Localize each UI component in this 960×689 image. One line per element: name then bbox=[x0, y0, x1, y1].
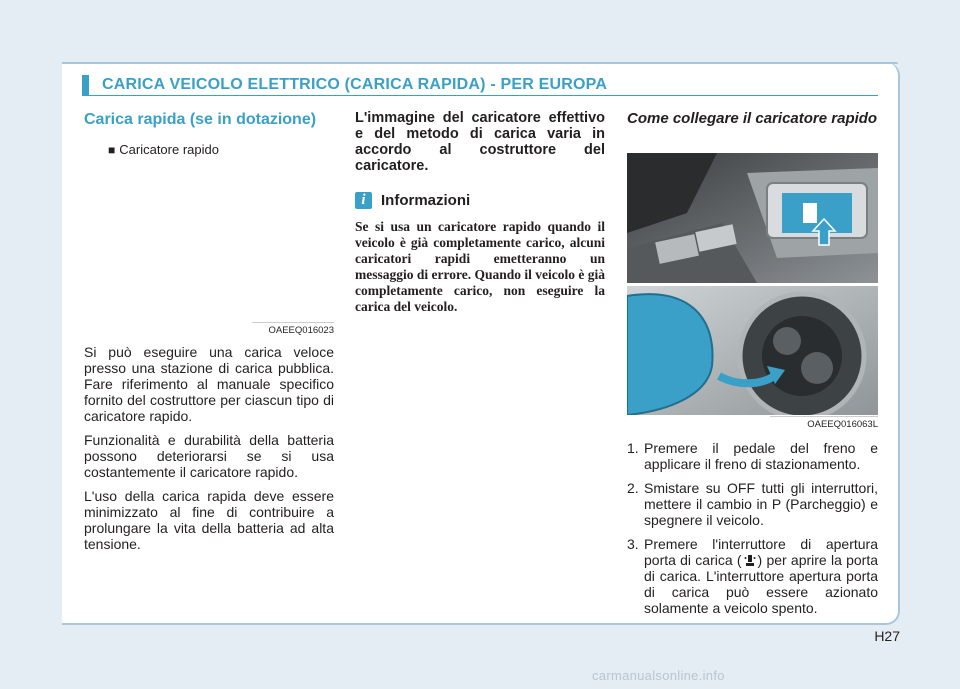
paragraph: L'uso della carica rapida deve essere minimizzato al fine di contribuire a prolungare la vita della batteria ad alta tensione. bbox=[84, 488, 334, 552]
charge-port-switch-icon bbox=[744, 554, 756, 567]
watermark: carmanualsonline.info bbox=[592, 668, 725, 683]
step-item bbox=[627, 480, 878, 528]
step-text-before: Premere l'interruttore di apertura porta di carica ( bbox=[644, 536, 878, 568]
column-left bbox=[84, 110, 334, 158]
section-title: CARICA VEICOLO ELETTRICO (CARICA RAPIDA) - PER EUROPA bbox=[102, 76, 608, 93]
page-number: H27 bbox=[874, 628, 900, 644]
bullet-label: Caricatore rapido bbox=[119, 142, 219, 157]
info-text: Se si usa un caricatore rapido quando il veicolo è già completamente carico, alcuni caricatori rapidi emetteranno un messaggio di errore. Quando il veicolo è già completamente carico, non eseguire la carica del veicolo. bbox=[355, 219, 605, 314]
top-rule bbox=[62, 62, 898, 64]
section-bar bbox=[82, 75, 89, 95]
column-left-body bbox=[84, 344, 334, 560]
step-text: Premere il pedale del freno e applicare il freno di stazionamento. bbox=[644, 440, 878, 472]
subheading-how-to-connect: Come collegare il caricatore rapido bbox=[627, 110, 878, 127]
step-number: 1. bbox=[627, 440, 639, 456]
intro-text: L'immagine del caricatore effettivo e del metodo di carica varia in accordo al costruttore del caricatore. bbox=[355, 110, 605, 174]
step-text bbox=[644, 536, 878, 616]
step-item bbox=[627, 536, 878, 616]
info-icon: i bbox=[355, 192, 372, 209]
steps-list bbox=[627, 440, 878, 624]
info-title: Informazioni bbox=[381, 192, 471, 209]
step-item bbox=[627, 440, 878, 472]
column-middle bbox=[355, 110, 605, 315]
column-right bbox=[627, 110, 878, 127]
step-number: 3. bbox=[627, 536, 639, 552]
image-caption-left: OAEEQ016023 bbox=[252, 322, 334, 336]
step-number: 2. bbox=[627, 480, 639, 496]
info-heading bbox=[355, 192, 605, 209]
photo-charge-door-switch bbox=[627, 153, 878, 283]
paragraph: Si può eseguire una carica veloce presso una stazione di carica pubblica. Fare riferimento al manuale specifico fornito del costruttore per ciascun tipo di caricatore rapido. bbox=[84, 344, 334, 424]
bullet-fast-charger bbox=[108, 142, 334, 158]
step-text: Smistare su OFF tutti gli interruttori, mettere il cambio in P (Parcheggio) e spegnere il veicolo. bbox=[644, 480, 878, 528]
paragraph: Funzionalità e durabilità della batteria possono deteriorarsi se si usa costantemente il caricatore rapido. bbox=[84, 432, 334, 480]
photo-charge-door-open bbox=[627, 286, 878, 415]
step-text-after: ) per aprire la porta di carica. L'interruttore apertura porta di carica può essere azionato solamente a veicolo spento. bbox=[644, 552, 879, 616]
square-bullet-icon: ■ bbox=[108, 143, 116, 157]
section-header bbox=[82, 75, 878, 96]
image-caption-right: OAEEQ016063L bbox=[770, 416, 878, 430]
subheading-fast-charge: Carica rapida (se in dotazione) bbox=[84, 111, 317, 128]
